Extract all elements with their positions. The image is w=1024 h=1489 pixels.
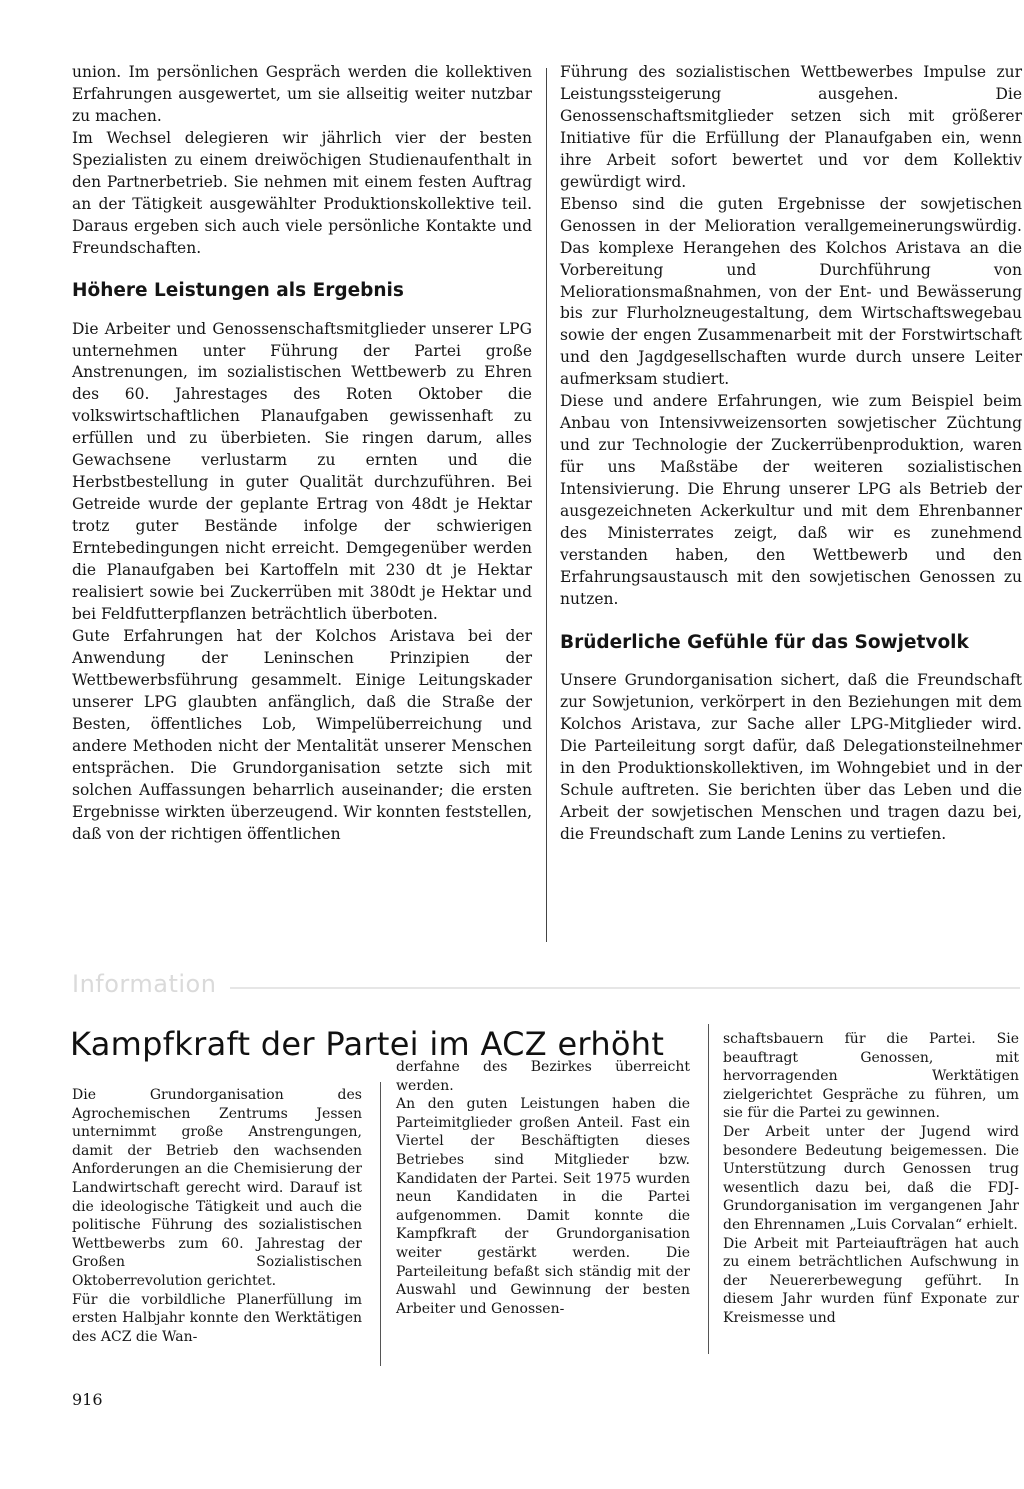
paragraph: Gute Erfahrungen hat der Kolchos Aristava bei der Anwendung der Leninschen Prinzipien der Wettbewerbsführung gesammelt. Einige Leitungskader unserer LPG glaubten anfänglich, daß die Straße der Besten, öffentliches Lob, Wimpelüberreichung und andere Methoden nicht der Mentalität unserer Menschen entsprächen. Die Grundorganisation setzte sich mit solchen Auffassungen beharrlich auseinander; die ersten Ergebnisse wirkten überzeugend. Wir konnten feststellen, daß von der richtigen öffentlichen <box>72 626 532 843</box>
paragraph: Die Arbeiter und Genossenschaftsmitglieder unserer LPG unternehmen unter Führung der Partei große Anstrenungen, im sozialistischen Wettbewerb zu Ehren des 60. Jahrestages des Roten Oktober die volkswirtschaftlichen Planaufgaben gewissenhaft zu erfüllen und zu überbieten. Sie ringen darum, alles Gewachsene verlustarm zu ernten und die Herbstbestellung in guter Qualität durchzuführen. Bei Getreide wurde der geplante Ertrag von 48dt je Hektar trotz guter Bestände infolge der schwierigen Erntebedingungen nicht erreicht. Demgegenüber werden die Planaufgaben bei Kartoffeln mit 230 dt je Hektar realisiert sowie bei Zuckerrüben mit 380dt je Hektar und bei Feldfutterpflanzen beträchtlich überboten. <box>72 319 532 623</box>
section-heading: Brüderliche Gefühle für das Sowjetvolk <box>560 631 969 653</box>
article-column-2 <box>396 1058 690 1318</box>
paragraph: union. Im persönlichen Gespräch werden die kollektiven Erfahrungen ausgewertet, um sie allseitig weiter nutzbar zu machen. <box>72 63 532 125</box>
section-rule <box>230 987 1020 989</box>
left-column <box>72 62 532 845</box>
paragraph: An den guten Leistungen haben die Parteimitglieder großen Anteil. Fast ein Viertel der Beschäftigten dieses Betriebes sind Mitglieder bzw. Kandidaten der Partei. Seit 1975 wurden neun Kandidaten in die Partei aufgenommen. Damit konnte die Kampfkraft der Grundorganisation weiter gestärkt werden. Die Parteileitung befaßt sich ständig mit der Auswahl und Gewinnung der besten Arbeiter und Genossen- <box>396 1096 690 1317</box>
paragraph: Führung des sozialistischen Wettbewerbes Impulse zur Leistungssteigerung ausgehen. Die Genossenschaftsmitglieder setzen sich mit größerer Initiative für die Erfüllung der Planaufgaben ein, wenn ihre Arbeit sofort bewertet und vor dem Kollektiv gewürdigt wird. <box>560 63 1022 191</box>
paragraph: Der Arbeit unter der Jugend wird besondere Bedeutung beigemessen. Die Unterstützung durch Genossen trug wesentlich dazu bei, daß die FDJ-Grundorganisation im vergangenen Jahr den Ehrennamen „Luis Corvalan“ erhielt. <box>723 1123 1019 1233</box>
right-column <box>560 62 1022 845</box>
paragraph: Die Grundorganisation des Agrochemischen Zentrums Jessen unternimmt große Anstrengungen, damit der Betrieb den wachsenden Anforderungen an die Chemisierung der Landwirtschaft gerecht wird. Darauf ist die ideologische Tätigkeit und auch die politische Führung des sozialistischen Wettbewerbs zum 60. Jahrestag der Großen Sozialistischen Oktoberrevolution gerichtet. <box>72 1087 362 1289</box>
paragraph: Unsere Grundorganisation sichert, daß die Freundschaft zur Sowjetunion, verkörpert in den Beziehungen mit dem Kolchos Aristava, zur Sache aller LPG-Mitglieder wird. Die Parteileitung sorgt dafür, daß Delegationsteilnehmer in den Produktionskollektiven, im Wohngebiet und in der Schule auftreten. Sie berichten über das Leben und die Arbeit der sowjetischen Menschen und tragen dazu bei, die Freundschaft zum Lande Lenins zu vertiefen. <box>560 670 1022 843</box>
paragraph: Diese und andere Erfahrungen, wie zum Beispiel beim Anbau von Intensivweizensorten sowjetischer Züchtung und zur Technologie der Zuckerrübenproduktion, waren für uns Maßstäbe der weiteren sozialistischen Intensivierung. Die Ehrung unserer LPG als Betrieb der ausgezeichneten Ackerkultur und mit dem Ehrenbanner des Ministerrates zeigt, daß wir es zunehmend verstanden haben, den Wettbewerb und den Erfahrungsaustausch mit den sowjetischen Genossen zu nutzen. <box>560 392 1022 608</box>
paragraph: Für die vorbildliche Planerfüllung im ersten Halbjahr konnte den Werktätigen des ACZ die Wan- <box>72 1291 362 1345</box>
article-column-3 <box>723 1030 1019 1328</box>
page-number: 916 <box>72 1390 103 1409</box>
column-divider <box>380 1082 381 1366</box>
information-label: Information <box>72 970 217 998</box>
column-divider <box>546 68 547 942</box>
paragraph: Die Arbeit mit Parteiaufträgen hat auch zu einem beträchtlichen Aufschwung in der Neuererbewegung geführt. In diesem Jahr wurden fünf Exponate zur Kreismesse und <box>723 1235 1019 1326</box>
paragraph: schaftsbauern für die Partei. Sie beauftragt Genossen, mit hervorragenden Werktätigen zielgerichtet Gespräche zu führen, um sie für die Partei zu gewinnen. <box>723 1031 1019 1122</box>
column-divider <box>708 1024 709 1354</box>
article-title: Kampfkraft der Partei im ACZ erhöht <box>70 1025 665 1063</box>
paragraph: derfahne des Bezirkes überreicht werden. <box>396 1059 690 1094</box>
paragraph: Im Wechsel delegieren wir jährlich vier der besten Spezialisten zu einem dreiwöchigen Studienaufenthalt in den Partnerbetrieb. Sie nehmen mit einem festen Auftrag an der Tätigkeit ausgewählter Produktionskollektive teil. Daraus ergeben sich auch viele persönliche Kontakte und Freundschaften. <box>72 128 532 257</box>
article-column-1 <box>72 1086 362 1346</box>
paragraph: Ebenso sind die guten Ergebnisse der sowjetischen Genossen in der Melioration verallgemeinerungswürdig. Das komplexe Herangehen des Kolchos Aristava an die Vorbereitung und Durchführung von Meliorationsmaßnahmen, von der Ent- und Bewässerung bis zur Flurholzneugestaltung, dem Wirtschaftswegebau sowie der engen Zusammenarbeit mit der Forstwirtschaft und den Jagdgesellschaften wurde durch unsere Leiter aufmerksam studiert. <box>560 194 1022 389</box>
section-heading: Höhere Leistungen als Ergebnis <box>72 279 404 301</box>
